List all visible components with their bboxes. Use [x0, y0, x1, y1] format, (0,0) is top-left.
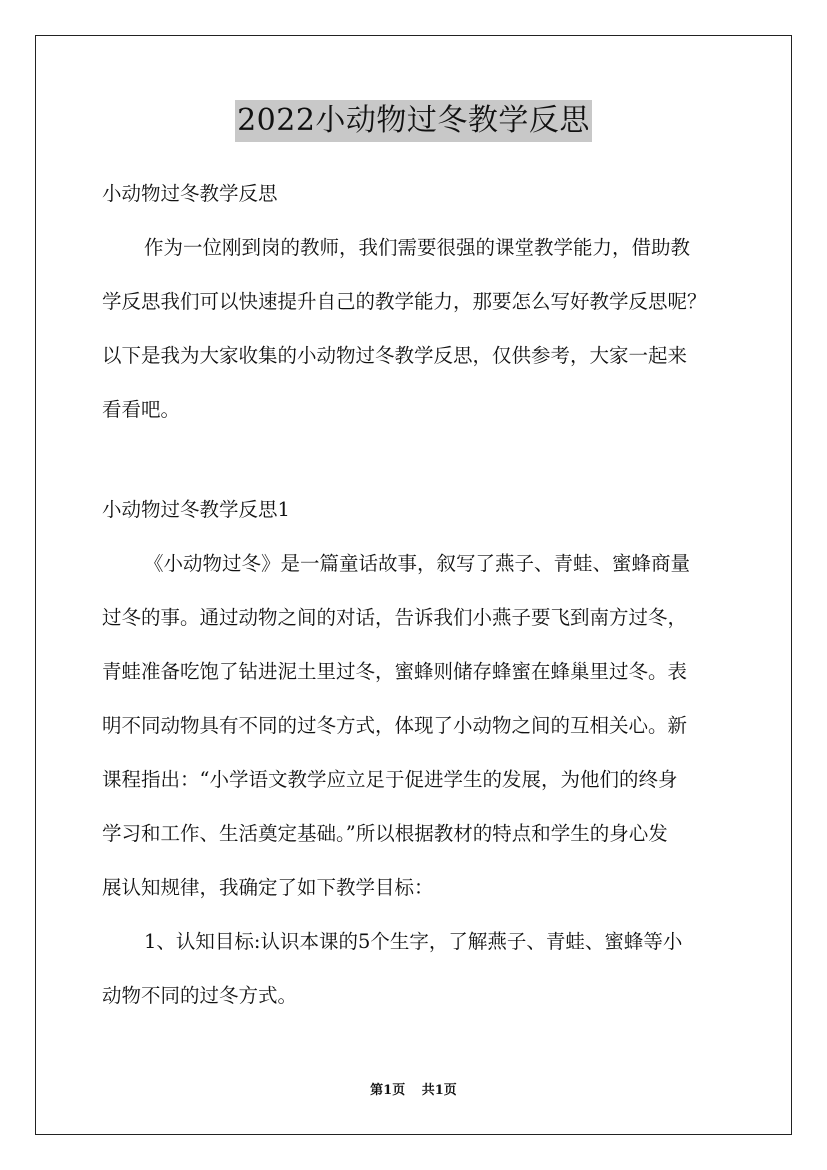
goal-line-1: 1、认知目标:认识本课的5个生字，了解燕子、青蛙、蜜蜂等小 — [144, 930, 683, 953]
goal-line-2: 动物不同的过冬方式。 — [102, 984, 298, 1007]
document-body — [102, 176, 732, 1032]
paragraph-spacer — [102, 446, 732, 492]
document-title: 2022小动物过冬教学反思 — [235, 100, 592, 142]
body-line-6: 学习和工作、生活奠定基础。”所以根据教材的特点和学生的身心发 — [102, 822, 668, 845]
intro-line-1: 作为一位刚到岗的教师，我们需要很强的课堂教学能力，借助教 — [144, 236, 691, 259]
intro-line-2: 学反思我们可以快速提升自己的教学能力，那要怎么写好教学反思呢？ — [102, 290, 707, 313]
body-line-3: 青蛙准备吃饱了钻进泥土里过冬，蜜蜂则储存蜂蜜在蜂巢里过冬。表 — [102, 660, 688, 683]
footer-spacer — [409, 1083, 417, 1098]
body-line-5: 课程指出：“小学语文教学应立足于促进学生的发展，为他们的终身 — [102, 768, 678, 791]
body-line-2: 过冬的事。通过动物之间的对话，告诉我们小燕子要飞到南方过冬， — [102, 606, 688, 629]
title-container — [0, 100, 827, 142]
page-footer — [0, 1082, 827, 1100]
section-heading: 小动物过冬教学反思 — [102, 182, 278, 205]
body-line-4: 明不同动物具有不同的过冬方式，体现了小动物之间的互相关心。新 — [102, 714, 688, 737]
body-line-1: 《小动物过冬》是一篇童话故事，叙写了燕子、青蛙、蜜蜂商量 — [144, 552, 691, 575]
sub-heading: 小动物过冬教学反思1 — [102, 498, 290, 521]
intro-line-3: 以下是我为大家收集的小动物过冬教学反思，仅供参考，大家一起来 — [102, 344, 688, 367]
body-line-7: 展认知规律，我确定了如下教学目标： — [102, 876, 434, 899]
total-pages: 共1页 — [421, 1083, 457, 1098]
page-number: 第1页 — [370, 1083, 406, 1098]
intro-line-4: 看看吧。 — [102, 398, 181, 421]
